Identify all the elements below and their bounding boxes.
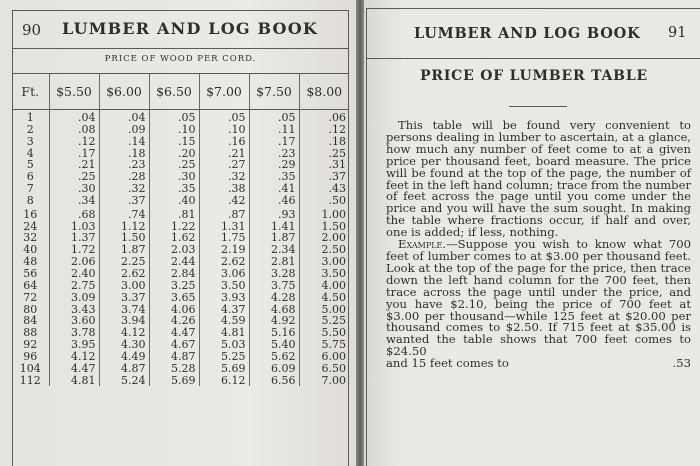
cell-price: .87 bbox=[199, 207, 249, 221]
header-price: $7.00 bbox=[199, 74, 249, 110]
cell-price: 4.47 bbox=[149, 327, 199, 339]
cell-price: .46 bbox=[249, 195, 299, 207]
example-tail: and 15 feet comes to bbox=[386, 356, 509, 371]
cell-price: .40 bbox=[149, 195, 199, 207]
page-number: 90 bbox=[22, 21, 42, 39]
cell-price: .17 bbox=[49, 148, 99, 160]
cell-price: 2.62 bbox=[99, 268, 149, 280]
cell-price: 3.75 bbox=[249, 280, 299, 292]
cell-price: .41 bbox=[249, 183, 299, 195]
cell-price: .30 bbox=[149, 171, 199, 183]
cell-price: 4.67 bbox=[149, 339, 199, 351]
cell-price: 4.12 bbox=[99, 327, 149, 339]
cell-price: 2.44 bbox=[149, 256, 199, 268]
cell-price: 3.94 bbox=[99, 315, 149, 327]
cell-price: .14 bbox=[99, 136, 149, 148]
cell-feet: 24 bbox=[23, 219, 38, 233]
cell-price: .81 bbox=[149, 207, 199, 221]
cell-price: 2.50 bbox=[299, 244, 349, 256]
cell-price: 4.12 bbox=[49, 351, 99, 363]
cell-price: .43 bbox=[299, 183, 349, 195]
cell-price: .34 bbox=[49, 195, 99, 207]
cell-price: .38 bbox=[199, 183, 249, 195]
cell-price: 6.56 bbox=[249, 375, 299, 387]
cell-price: .32 bbox=[99, 183, 149, 195]
cell-feet: 112 bbox=[19, 373, 41, 387]
cell-price: 4.28 bbox=[249, 292, 299, 304]
cell-price: 5.62 bbox=[249, 351, 299, 363]
cell-price: 1.72 bbox=[49, 244, 99, 256]
example-amount: .53 bbox=[672, 356, 691, 371]
cell-price: 4.50 bbox=[299, 292, 349, 304]
cell-price: .20 bbox=[149, 148, 199, 160]
cell-price: 1.22 bbox=[149, 221, 199, 233]
cell-price: .23 bbox=[249, 148, 299, 160]
cell-price: .06 bbox=[299, 110, 349, 124]
cell-price: .29 bbox=[249, 159, 299, 171]
cell-price: 5.75 bbox=[299, 339, 349, 351]
cell-price: 3.65 bbox=[149, 292, 199, 304]
cell-price: .18 bbox=[299, 136, 349, 148]
header-price: $8.00 bbox=[299, 74, 349, 110]
cell-feet: 72 bbox=[23, 290, 38, 304]
cell-feet: 40 bbox=[23, 243, 38, 257]
cell-price: 1.62 bbox=[149, 232, 199, 244]
cell-price: 2.75 bbox=[49, 280, 99, 292]
cell-price: .68 bbox=[49, 207, 99, 221]
cell-price: 5.28 bbox=[149, 363, 199, 375]
page-number: 91 bbox=[668, 25, 687, 41]
cell-price: 4.06 bbox=[149, 304, 199, 316]
cell-price: 3.00 bbox=[99, 280, 149, 292]
cell-price: 5.00 bbox=[299, 304, 349, 316]
cell-price: 3.28 bbox=[249, 268, 299, 280]
cell-price: .04 bbox=[99, 110, 149, 124]
cell-price: .05 bbox=[249, 110, 299, 124]
cell-price: 1.50 bbox=[99, 232, 149, 244]
header-price: $6.00 bbox=[99, 74, 149, 110]
cell-price: 3.37 bbox=[99, 292, 149, 304]
cell-feet: 84 bbox=[23, 314, 38, 328]
page-border bbox=[366, 8, 700, 466]
cell-price: .04 bbox=[49, 110, 99, 124]
cell-price: 2.84 bbox=[149, 268, 199, 280]
cell-price: .35 bbox=[249, 171, 299, 183]
cell-price: 3.43 bbox=[49, 304, 99, 316]
example-label: Example. bbox=[398, 237, 447, 252]
cell-price: .35 bbox=[149, 183, 199, 195]
running-title: LUMBER AND LOG BOOK bbox=[62, 19, 318, 38]
cell-price: 2.25 bbox=[99, 256, 149, 268]
right-page bbox=[364, 0, 700, 466]
cell-feet: 6 bbox=[26, 170, 34, 184]
cell-price: .17 bbox=[249, 136, 299, 148]
cell-price: .09 bbox=[99, 124, 149, 136]
cell-price: 2.40 bbox=[49, 268, 99, 280]
cell-feet: 88 bbox=[23, 326, 38, 340]
cell-feet: 5 bbox=[26, 158, 34, 172]
cell-price: 5.16 bbox=[249, 327, 299, 339]
cell-price: 5.69 bbox=[149, 375, 199, 387]
cell-feet: 56 bbox=[23, 266, 38, 280]
cell-price: .25 bbox=[49, 171, 99, 183]
cell-price: 2.81 bbox=[249, 256, 299, 268]
cell-feet: 80 bbox=[23, 302, 38, 316]
table-subtitle: PRICE OF WOOD PER CORD. bbox=[104, 54, 257, 64]
cell-price: 3.74 bbox=[99, 304, 149, 316]
cell-feet: 8 bbox=[26, 193, 34, 207]
cell-price: 4.47 bbox=[49, 363, 99, 375]
cell-price: 1.12 bbox=[99, 221, 149, 233]
cell-price: .10 bbox=[199, 124, 249, 136]
cell-price: .50 bbox=[299, 195, 349, 207]
book-gutter bbox=[356, 0, 364, 466]
cell-price: 5.40 bbox=[249, 339, 299, 351]
cell-price: 1.41 bbox=[249, 221, 299, 233]
cell-price: .10 bbox=[149, 124, 199, 136]
cell-price: 4.81 bbox=[199, 327, 249, 339]
header-price: $6.50 bbox=[149, 74, 199, 110]
cell-price: 5.03 bbox=[199, 339, 249, 351]
cell-price: 3.06 bbox=[199, 268, 249, 280]
page-border bbox=[12, 10, 349, 466]
cell-price: 5.69 bbox=[199, 363, 249, 375]
cell-price: 4.59 bbox=[199, 315, 249, 327]
cell-price: 5.25 bbox=[199, 351, 249, 363]
cell-feet: 92 bbox=[23, 338, 38, 352]
cell-feet: 32 bbox=[23, 231, 38, 245]
cell-feet: 96 bbox=[23, 349, 38, 363]
cell-price: .23 bbox=[99, 159, 149, 171]
cell-price: 7.00 bbox=[299, 375, 349, 387]
cell-price: .08 bbox=[49, 124, 99, 136]
cell-feet: 7 bbox=[26, 182, 34, 196]
cell-price: 4.92 bbox=[249, 315, 299, 327]
cell-price: 4.30 bbox=[99, 339, 149, 351]
cell-price: 4.87 bbox=[149, 351, 199, 363]
cell-price: .12 bbox=[299, 124, 349, 136]
cell-price: .28 bbox=[99, 171, 149, 183]
cell-price: 3.09 bbox=[49, 292, 99, 304]
cell-feet: 3 bbox=[26, 134, 34, 148]
cell-price: .27 bbox=[199, 159, 249, 171]
cell-price: 1.50 bbox=[299, 221, 349, 233]
cell-price: 5.24 bbox=[99, 375, 149, 387]
cell-price: 1.87 bbox=[249, 232, 299, 244]
cell-price: 2.62 bbox=[199, 256, 249, 268]
example-text: —Suppose you wish to know what 700 feet of lumber comes to at $3.00 per thousand feet. Look at the top of the page for the price, then trace down the left hand column for the 700 feet, then trace across the page until under the price, and you have $2.10, being the price of 700 feet at $3.00 per thousand—while 125 feet at $20.00 per thousand comes to $2.50. If 715 feet at $35.00 is wanted the table shows that 700 feet comes to bbox=[386, 237, 691, 347]
cell-price: .37 bbox=[99, 195, 149, 207]
cell-price: 1.31 bbox=[199, 221, 249, 233]
cell-price: 3.50 bbox=[199, 280, 249, 292]
cell-price: 4.68 bbox=[249, 304, 299, 316]
intro-paragraph: This table will be found very convenient to persons dealing in lumber to ascertain, at a glance, how much any number of feet come to at a given price per thousand feet, board measure. The price will be found at the top of the page, the number of feet in the left hand column; trace from the number of feet across the page until you come under the price and you will have the sum sought. In making the table where fractions occur, if half and over, one is added; if less, nothing. bbox=[386, 118, 691, 240]
cell-feet: 1 bbox=[26, 111, 34, 124]
section-title: PRICE OF LUMBER TABLE bbox=[420, 68, 648, 84]
cell-price: .12 bbox=[49, 136, 99, 148]
cell-price: 3.00 bbox=[299, 256, 349, 268]
cell-price: .05 bbox=[149, 110, 199, 124]
cell-feet: 2 bbox=[26, 122, 34, 136]
header-price: $5.50 bbox=[49, 74, 99, 110]
cell-price: .21 bbox=[49, 159, 99, 171]
cell-price: .21 bbox=[199, 148, 249, 160]
cell-price: .05 bbox=[199, 110, 249, 124]
cell-price: 3.78 bbox=[49, 327, 99, 339]
cell-price: 4.49 bbox=[99, 351, 149, 363]
cell-price: 3.25 bbox=[149, 280, 199, 292]
cell-price: 5.50 bbox=[299, 327, 349, 339]
cell-price: 4.81 bbox=[49, 375, 99, 387]
cell-price: .32 bbox=[199, 171, 249, 183]
cell-price: 1.03 bbox=[49, 221, 99, 233]
cell-price: 4.26 bbox=[149, 315, 199, 327]
cell-price: 3.93 bbox=[199, 292, 249, 304]
cell-price: 2.00 bbox=[299, 232, 349, 244]
cell-price: 4.00 bbox=[299, 280, 349, 292]
cell-price: 2.06 bbox=[49, 256, 99, 268]
cell-feet: 16 bbox=[23, 207, 38, 221]
cell-price: 6.09 bbox=[249, 363, 299, 375]
cell-price: 1.75 bbox=[199, 232, 249, 244]
cell-price: .18 bbox=[99, 148, 149, 160]
cell-feet: 104 bbox=[19, 361, 41, 375]
cell-price: .31 bbox=[299, 159, 349, 171]
cell-price: .30 bbox=[49, 183, 99, 195]
cell-price: 3.60 bbox=[49, 315, 99, 327]
cell-feet: 4 bbox=[26, 146, 34, 160]
cell-price: 4.37 bbox=[199, 304, 249, 316]
cell-price: 6.00 bbox=[299, 351, 349, 363]
header-price: $7.50 bbox=[249, 74, 299, 110]
cell-price: 2.19 bbox=[199, 244, 249, 256]
cell-price: 3.50 bbox=[299, 268, 349, 280]
cell-price: 6.50 bbox=[299, 363, 349, 375]
cell-feet: 64 bbox=[23, 278, 38, 292]
running-title: LUMBER AND LOG BOOK bbox=[414, 25, 641, 42]
cell-price: 1.00 bbox=[299, 207, 349, 221]
cell-price: 1.87 bbox=[99, 244, 149, 256]
cell-price: 6.12 bbox=[199, 375, 249, 387]
cell-price: .42 bbox=[199, 195, 249, 207]
cell-price: 1.37 bbox=[49, 232, 99, 244]
cell-price: .15 bbox=[149, 136, 199, 148]
cell-price: 2.34 bbox=[249, 244, 299, 256]
cell-price: 5.25 bbox=[299, 315, 349, 327]
cell-price: .25 bbox=[299, 148, 349, 160]
header-feet: Ft. bbox=[12, 74, 49, 110]
cell-price: .37 bbox=[299, 171, 349, 183]
cell-price: 3.95 bbox=[49, 339, 99, 351]
cell-feet: 48 bbox=[23, 255, 38, 269]
cell-price: 4.87 bbox=[99, 363, 149, 375]
example-amount: $24.50 bbox=[386, 344, 427, 359]
cell-price: 2.03 bbox=[149, 244, 199, 256]
cell-price: .74 bbox=[99, 207, 149, 221]
cell-price: .25 bbox=[149, 159, 199, 171]
cell-price: .16 bbox=[199, 136, 249, 148]
cell-price: .93 bbox=[249, 207, 299, 221]
cell-price: .11 bbox=[249, 124, 299, 136]
